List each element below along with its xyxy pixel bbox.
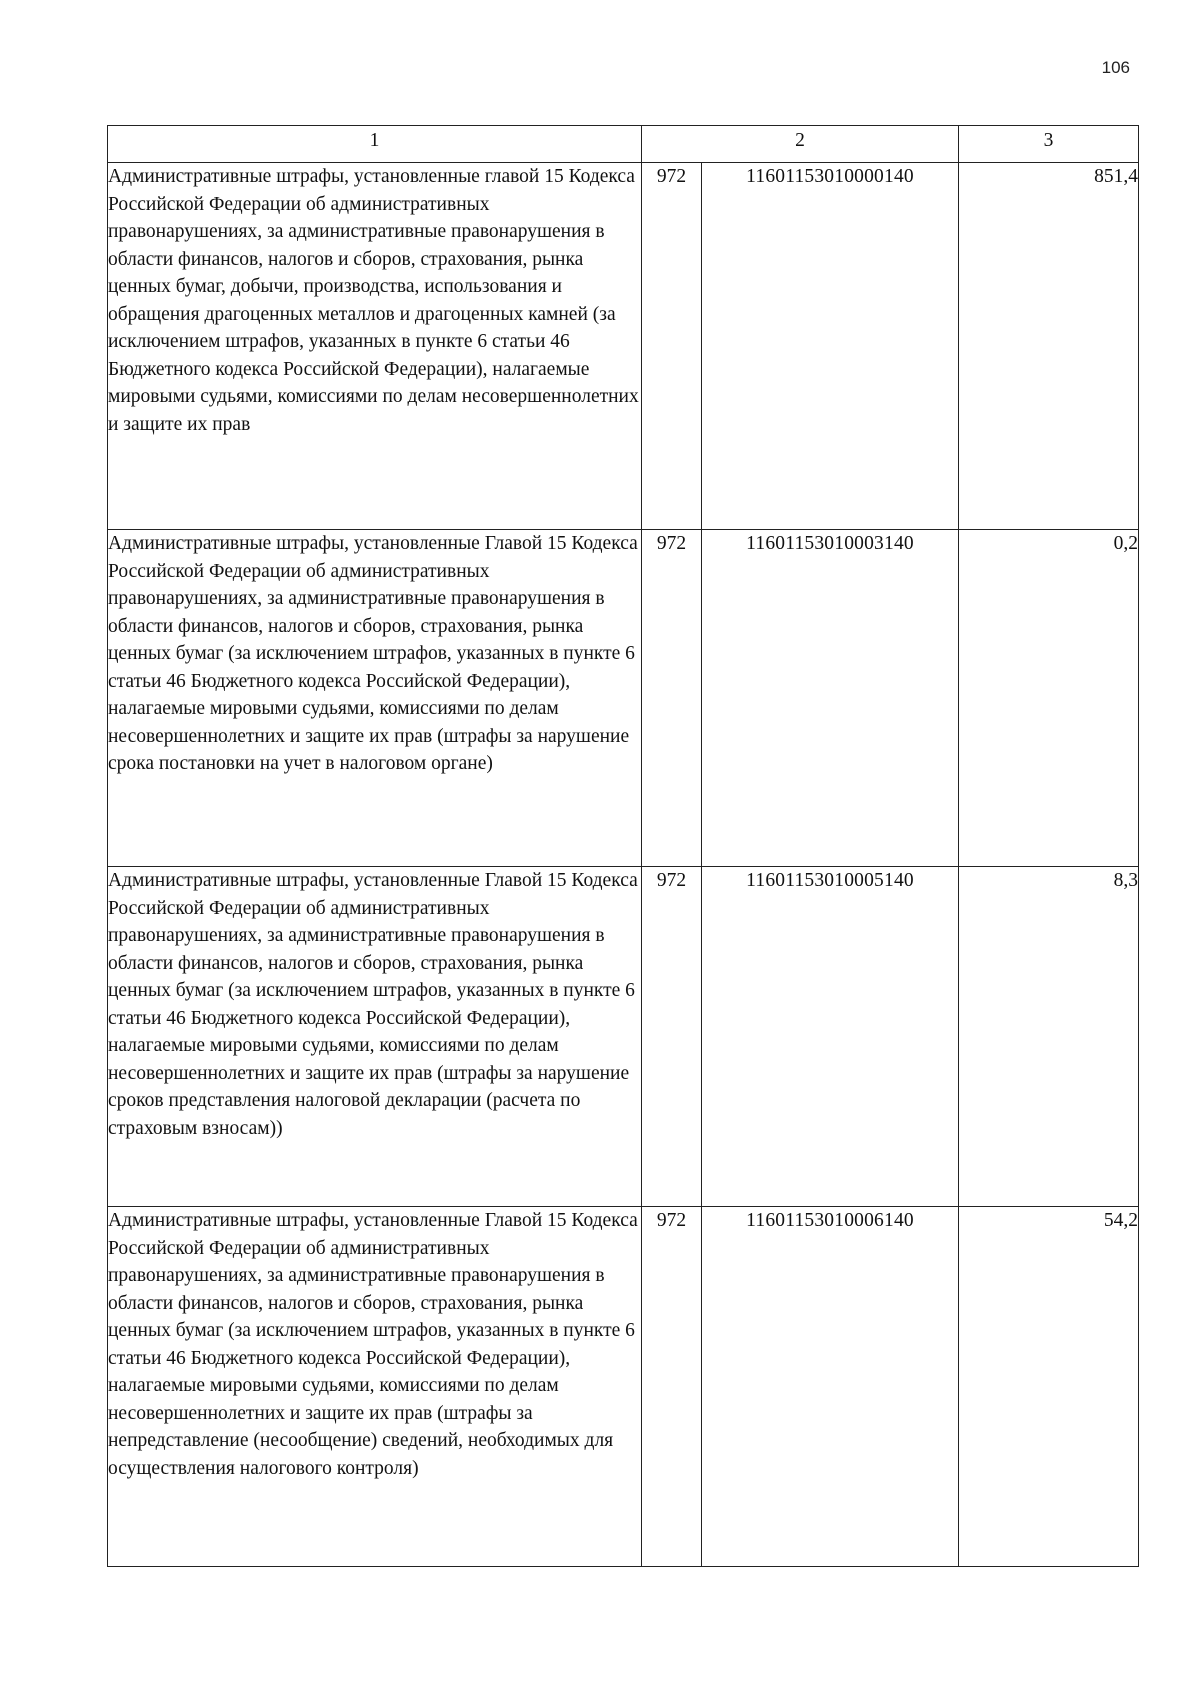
row-description: Административные штрафы, установленные Главой 15 Кодекса Российской Федерации об административных правонарушениях, за административные правонарушения в области финансов, налогов и сборов, страхования, рынка ценных бумаг (за исключением штрафов, указанных в пункте 6 статьи 46 Бюджетного кодекса Российской Федерации), налагаемые мировыми судьями, комиссиями по делам несовершеннолетних и защите их прав (штрафы за нарушение сроков представления налоговой декларации (расчета по страховым взносам)) — [108, 867, 642, 1207]
row-admin-code: 972 — [642, 1207, 702, 1567]
row-admin-code: 972 — [642, 530, 702, 867]
row-description: Административные штрафы, установленные Главой 15 Кодекса Российской Федерации об административных правонарушениях, за административные правонарушения в области финансов, налогов и сборов, страхования, рынка ценных бумаг (за исключением штрафов, указанных в пункте 6 статьи 46 Бюджетного кодекса Российской Федерации), налагаемые мировыми судьями, комиссиями по делам несовершеннолетних и защите их прав (штрафы за непредставление (несообщение) сведений, необходимых для осуществления налогового контроля) — [108, 1207, 642, 1567]
revenue-table — [107, 125, 1139, 1567]
table-row — [108, 1207, 1139, 1567]
table-row — [108, 867, 1139, 1207]
row-amount: 0,2 — [959, 530, 1139, 867]
row-budget-code: 11601153010005140 — [702, 867, 959, 1207]
table-row — [108, 163, 1139, 530]
row-description: Административные штрафы, установленные Главой 15 Кодекса Российской Федерации об административных правонарушениях, за административные правонарушения в области финансов, налогов и сборов, страхования, рынка ценных бумаг (за исключением штрафов, указанных в пункте 6 статьи 46 Бюджетного кодекса Российской Федерации), налагаемые мировыми судьями, комиссиями по делам несовершеннолетних и защите их прав (штрафы за нарушение срока постановки на учет в налоговом органе) — [108, 530, 642, 867]
row-admin-code: 972 — [642, 867, 702, 1207]
header-col-2: 2 — [642, 126, 959, 163]
row-admin-code: 972 — [642, 163, 702, 530]
row-amount: 851,4 — [959, 163, 1139, 530]
page-number: 106 — [1101, 58, 1130, 77]
row-budget-code: 11601153010003140 — [702, 530, 959, 867]
header-col-3: 3 — [959, 126, 1139, 163]
header-col-1: 1 — [108, 126, 642, 163]
row-description: Административные штрафы, установленные главой 15 Кодекса Российской Федерации об административных правонарушениях, за административные правонарушения в области финансов, налогов и сборов, страхования, рынка ценных бумаг, добычи, производства, использования и обращения драгоценных металлов и драгоценных камней (за исключением штрафов, указанных в пункте 6 статьи 46 Бюджетного кодекса Российской Федерации), налагаемые мировыми судьями, комиссиями по делам несовершеннолетних и защите их прав — [108, 163, 642, 530]
table-header-row — [108, 126, 1139, 163]
row-budget-code: 11601153010000140 — [702, 163, 959, 530]
row-budget-code: 11601153010006140 — [702, 1207, 959, 1567]
row-amount: 8,3 — [959, 867, 1139, 1207]
row-amount: 54,2 — [959, 1207, 1139, 1567]
table-row — [108, 530, 1139, 867]
